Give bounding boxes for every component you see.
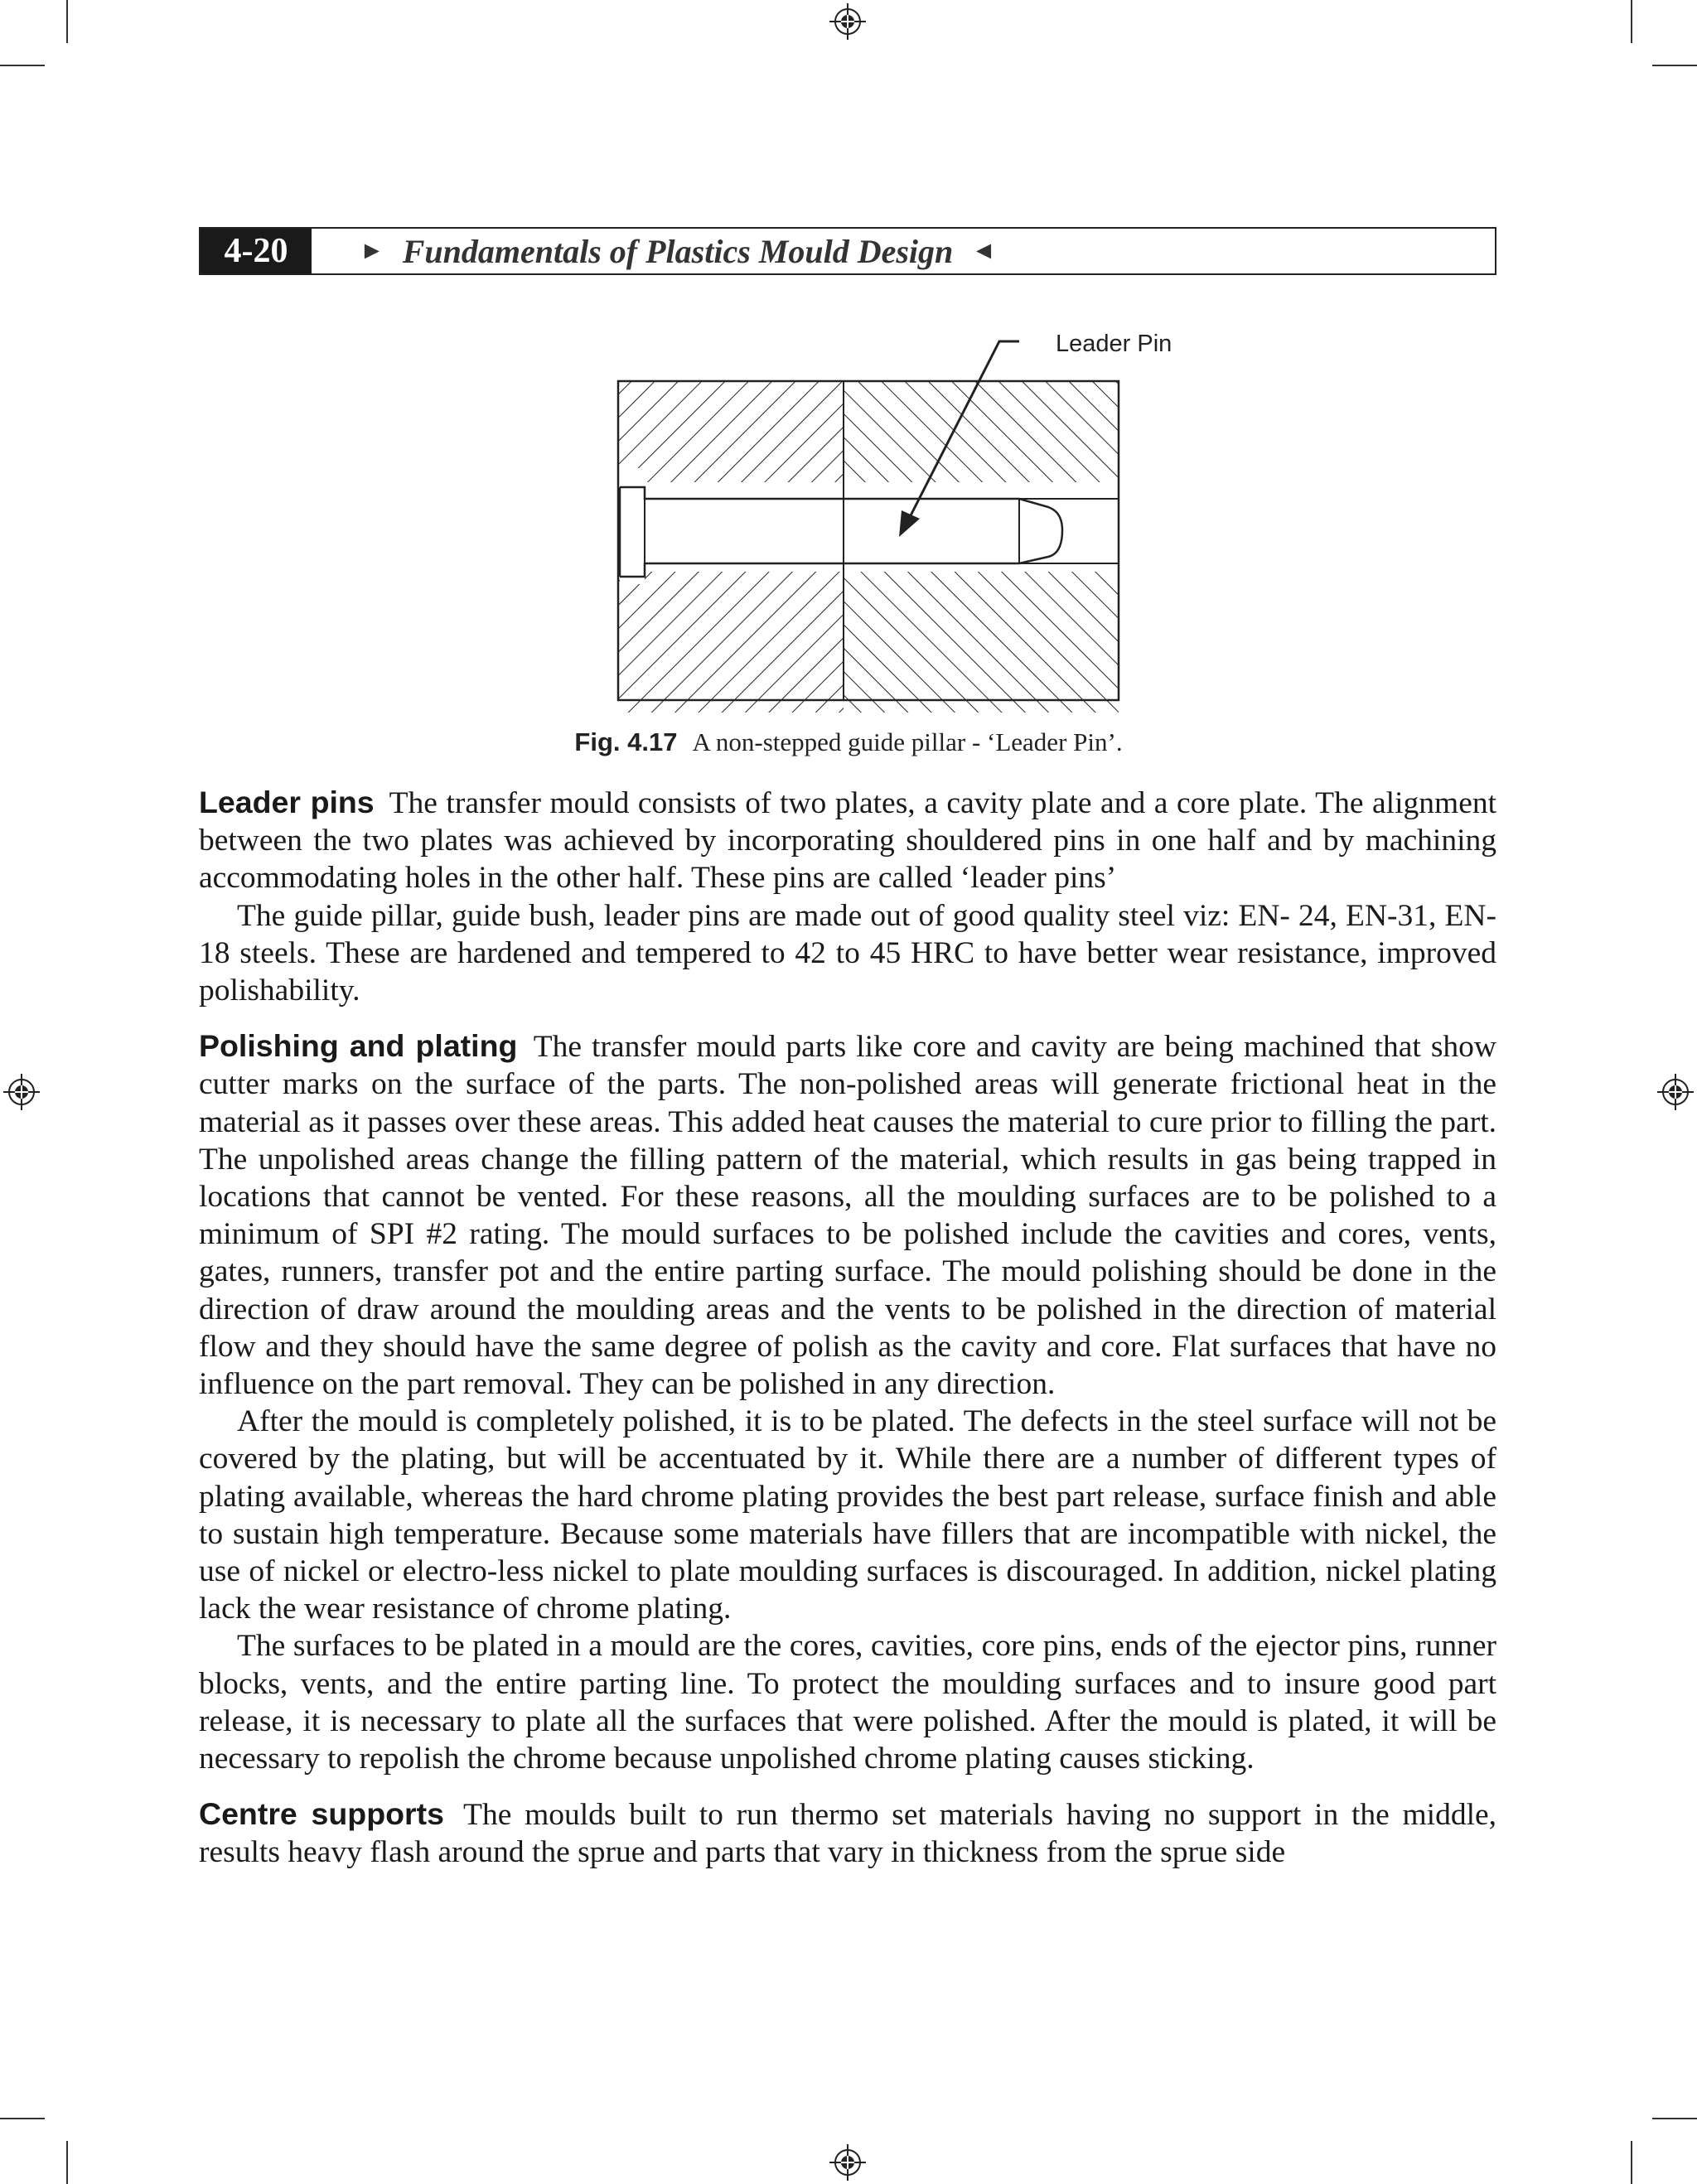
figure-caption bbox=[0, 727, 1697, 757]
figure-number: Fig. 4.17 bbox=[574, 727, 678, 756]
crop-mark bbox=[0, 2118, 45, 2119]
right-arrow-icon: ► bbox=[360, 237, 384, 264]
section-heading: Polishing and plating bbox=[199, 1028, 518, 1064]
crop-mark bbox=[1631, 2141, 1632, 2184]
paragraph: The surfaces to be plated in a mould are the cores, cavities, core pins, ends of the ejector pins, runner blocks, vents, and the entire parting line. To protect the moulding surfaces and to insure good part release, it is necessary to plate all the surfaces that were polished. After the mould is plated, it will be necessary to repolish the chrome because unpolished chrome plating causes sticking. bbox=[199, 1629, 1496, 1776]
registration-mark-icon bbox=[3, 1074, 40, 1110]
registration-mark-icon bbox=[829, 2144, 866, 2181]
crop-mark bbox=[66, 0, 68, 43]
leader-pin-diagram bbox=[580, 315, 1210, 713]
running-header bbox=[199, 227, 1496, 275]
section-heading: Centre supports bbox=[199, 1796, 444, 1832]
section-heading: Leader pins bbox=[199, 785, 375, 819]
registration-mark-icon bbox=[829, 3, 866, 40]
paragraph: Centre supports The moulds built to run thermo set materials having no support in the middle, results heavy flash around the sprue and parts that vary in thickness from the sprue side bbox=[199, 1796, 1497, 1870]
crop-mark bbox=[1631, 0, 1632, 43]
callout-label: Leader Pin bbox=[1056, 331, 1172, 357]
book-title: Fundamentals of Plastics Mould Design bbox=[402, 232, 954, 270]
crop-mark bbox=[0, 65, 45, 66]
paragraph: Leader pins The transfer mould consists of two plates, a cavity plate and a core plate. The alignment between the two plates was achieved by incorporating shouldered pins in one half and by machining accommodating holes in the other half. These pins are called ‘leader pins’ bbox=[199, 785, 1497, 896]
registration-mark-icon bbox=[1657, 1074, 1694, 1110]
crop-mark bbox=[66, 2141, 68, 2184]
crop-mark bbox=[1652, 2118, 1697, 2119]
figure-caption-text: A non-stepped guide pillar - ‘Leader Pin’. bbox=[692, 727, 1123, 756]
paragraph: The guide pillar, guide bush, leader pins are made out of good quality steel viz: EN- 24, EN-31, EN-18 steels. These are hardened and tempered to 42 to 45 HRC to have better wear resistance, improved polishability. bbox=[199, 898, 1496, 1008]
crop-mark bbox=[1652, 65, 1697, 66]
page-number: 4-20 bbox=[201, 229, 312, 273]
book-title-bar bbox=[341, 229, 1014, 273]
body-text bbox=[199, 784, 1496, 1872]
left-arrow-icon: ◄ bbox=[971, 237, 996, 264]
paragraph: Polishing and plating The transfer mould parts like core and cavity are being machined that show cutter marks on the surface of the parts. The non-polished areas will generate frictional heat in the material as it passes over these areas. This added heat causes the material to cure prior to filling the part. The unpolished areas change the filling pattern of the material, which results in gas being trapped in locations that cannot be vented. For these reasons, all the moulding surfaces are to be polished to a minimum of SPI #2 rating. The mould surfaces to be polished include the cavities and cores, vents, gates, runners, transfer pot and the entire parting surface. The mould polishing should be done in the direction of draw around the moulding areas and the vents to be polished in the direction of material flow and they should have the same degree of polish as the cavity and core. Flat surfaces that have no influence on the part removal. They can be polished in any direction. bbox=[199, 1028, 1497, 1402]
paragraph: After the mould is completely polished, it is to be plated. The defects in the steel surface will not be covered by the plating, but will be accentuated by it. While there are a number of different types of plating available, whereas the hard chrome plating provides the best part release, surface finish and able to sustain high temperature. Because some materials have fillers that are incompatible with nickel, the use of nickel or electro-less nickel to plate moulding surfaces is discouraged. In addition, nickel plating lack the wear resistance of chrome plating. bbox=[199, 1404, 1496, 1626]
